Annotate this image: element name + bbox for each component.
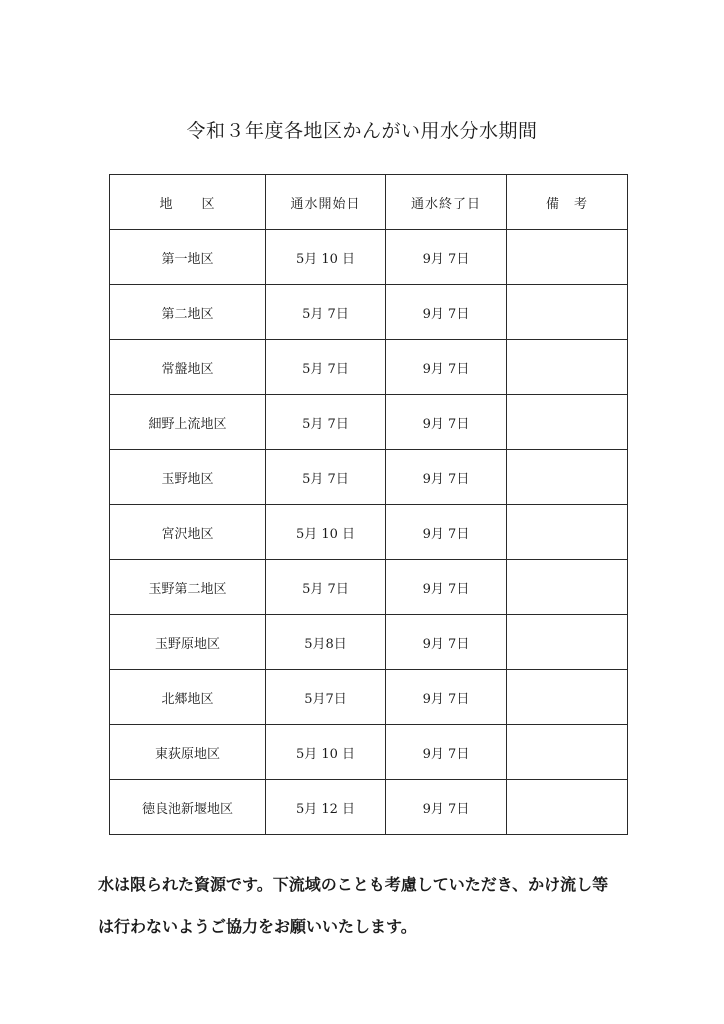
district-cell: 常盤地区 xyxy=(110,340,266,395)
header-end-date xyxy=(386,175,507,230)
start-date-cell: 5月7日 xyxy=(266,670,386,725)
page-title: 令和３年度各地区かんがい用水分水期間 xyxy=(186,120,538,142)
remarks-cell xyxy=(507,725,628,780)
district-cell: 玉野地区 xyxy=(110,450,266,505)
district-cell: 第二地区 xyxy=(110,285,266,340)
table-row xyxy=(110,450,628,505)
remarks-cell xyxy=(507,285,628,340)
district-cell: 玉野第二地区 xyxy=(110,560,266,615)
end-date-cell: 9月 7日 xyxy=(386,230,507,285)
header-remarks xyxy=(507,175,628,230)
district-cell: 徳良池新堰地区 xyxy=(110,780,266,835)
table-row xyxy=(110,615,628,670)
end-date-cell: 9月 7日 xyxy=(386,395,507,450)
notice-line-2: は行わないようご協力をお願いいたします。 xyxy=(98,917,417,936)
table-row xyxy=(110,560,628,615)
remarks-cell xyxy=(507,560,628,615)
start-date-cell: 5月8日 xyxy=(266,615,386,670)
table-row xyxy=(110,285,628,340)
district-cell: 東荻原地区 xyxy=(110,725,266,780)
end-date-cell: 9月 7日 xyxy=(386,450,507,505)
table-row xyxy=(110,230,628,285)
notice-line-1: 水は限られた資源です。下流域のことも考慮していただき、かけ流し等 xyxy=(98,875,609,894)
irrigation-schedule-table xyxy=(109,174,628,835)
start-date-cell: 5月 7日 xyxy=(266,340,386,395)
start-date-cell: 5月 12 日 xyxy=(266,780,386,835)
end-date-cell: 9月 7日 xyxy=(386,285,507,340)
remarks-cell xyxy=(507,505,628,560)
header-start-date xyxy=(266,175,386,230)
district-cell: 玉野原地区 xyxy=(110,615,266,670)
remarks-cell xyxy=(507,450,628,505)
start-date-cell: 5月 10 日 xyxy=(266,725,386,780)
end-date-cell: 9月 7日 xyxy=(386,725,507,780)
end-date-cell: 9月 7日 xyxy=(386,670,507,725)
table-row xyxy=(110,670,628,725)
start-date-cell: 5月 7日 xyxy=(266,395,386,450)
table-header-row xyxy=(110,175,628,230)
remarks-cell xyxy=(507,780,628,835)
end-date-cell: 9月 7日 xyxy=(386,340,507,395)
header-start-label: 通水開始日 xyxy=(290,196,361,212)
start-date-cell: 5月 7日 xyxy=(266,450,386,505)
district-cell: 北郷地区 xyxy=(110,670,266,725)
table-row xyxy=(110,505,628,560)
district-cell: 宮沢地区 xyxy=(110,505,266,560)
remarks-cell xyxy=(507,670,628,725)
start-date-cell: 5月 7日 xyxy=(266,285,386,340)
table-row xyxy=(110,780,628,835)
table-row xyxy=(110,395,628,450)
start-date-cell: 5月 7日 xyxy=(266,560,386,615)
remarks-cell xyxy=(507,230,628,285)
district-cell: 第一地区 xyxy=(110,230,266,285)
remarks-cell xyxy=(507,615,628,670)
remarks-cell xyxy=(507,340,628,395)
remarks-cell xyxy=(507,395,628,450)
table-row xyxy=(110,340,628,395)
end-date-cell: 9月 7日 xyxy=(386,560,507,615)
end-date-cell: 9月 7日 xyxy=(386,615,507,670)
start-date-cell: 5月 10 日 xyxy=(266,230,386,285)
header-district-label: 地 区 xyxy=(159,196,216,212)
end-date-cell: 9月 7日 xyxy=(386,780,507,835)
district-cell: 細野上流地区 xyxy=(110,395,266,450)
header-end-label: 通水終了日 xyxy=(410,196,481,212)
header-remarks-label: 備 考 xyxy=(545,196,588,212)
table-row xyxy=(110,725,628,780)
end-date-cell: 9月 7日 xyxy=(386,505,507,560)
start-date-cell: 5月 10 日 xyxy=(266,505,386,560)
header-district xyxy=(110,175,266,230)
